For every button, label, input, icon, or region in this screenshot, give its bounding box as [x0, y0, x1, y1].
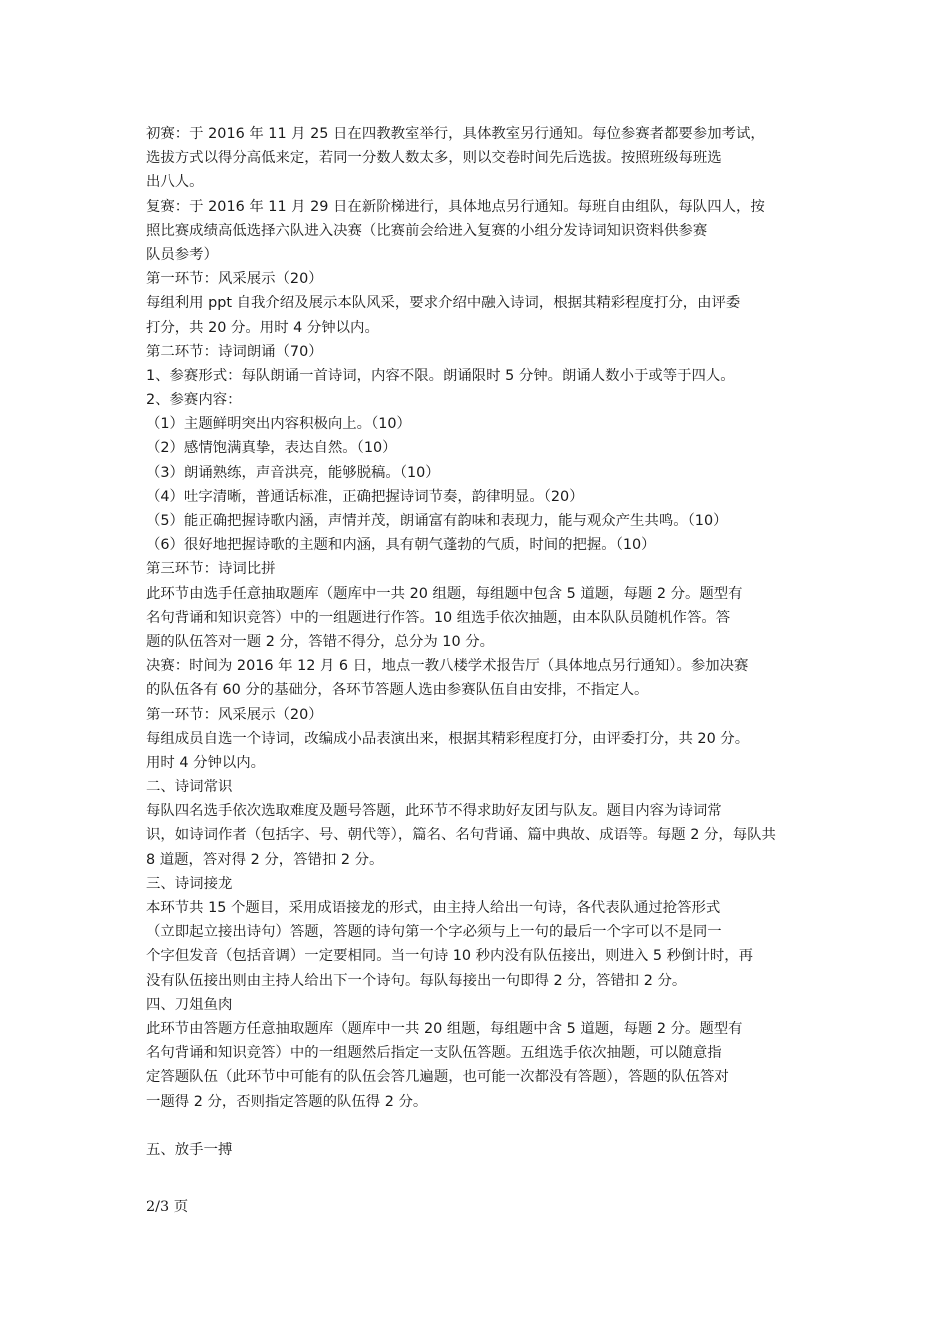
page-number: 2/3 页: [146, 1199, 189, 1215]
text-line: 名句背诵和知识竞答）中的一组题然后指定一支队伍答题。五组选手依次抽题，可以随意指: [146, 1045, 722, 1062]
text-line: 此环节由选手任意抽取题库（题库中一共 20 组题，每组题中包含 5 道题，每题 2 分。题型有: [146, 585, 743, 602]
criteria-item: （6）很好地把握诗歌的主题和内涵，具有朝气蓬勃的气质，时间的把握。（10）: [146, 537, 656, 554]
blank-line: [146, 1114, 816, 1138]
text-line: 2、参赛内容：: [146, 392, 242, 409]
text-line: 本环节共 15 个题目，采用成语接龙的形式，由主持人给出一句诗，各代表队通过抢答形式: [146, 900, 721, 916]
text-line: 选拔方式以得分高低来定，若同一分数人数太多，则以交卷时间先后选拔。按照班级每班选: [146, 150, 722, 167]
criteria-item: （2）感情饱满真挚，表达自然。（10）: [146, 440, 397, 457]
text-line: 的队伍各有 60 分的基础分，各环节答题人选由参赛队伍自由安排，不指定人。: [146, 682, 649, 699]
text-line: 1、参赛形式：每队朗诵一首诗词，内容不限。朗诵限时 5 分钟。朗诵人数小于或等于四人。: [146, 367, 735, 384]
text-line: 每组成员自选一个诗词，改编成小品表演出来，根据其精彩程度打分，由评委打分，共 20 分。: [146, 730, 750, 747]
text-line: 用时 4 分钟以内。: [146, 754, 266, 771]
section-heading: 四、刀俎鱼肉: [146, 996, 233, 1013]
text-line: 8 道题，答对得 2 分，答错扣 2 分。: [146, 851, 384, 868]
criteria-item: （5）能正确把握诗歌内涵，声情并茂，朗诵富有韵味和表现力，能与观众产生共鸣。（10）: [146, 513, 728, 529]
criteria-item: （3）朗诵熟练，声音洪亮，能够脱稿。（10）: [146, 464, 440, 481]
section-heading: 五、放手一搏: [146, 1141, 233, 1158]
document-body: [146, 122, 816, 1162]
text-line: 复赛：于 2016 年 11 月 29 日在新阶梯进行，具体地点另行通知。每班自由组队，每队四人，按: [146, 198, 765, 215]
text-line: 队员参考）: [146, 246, 218, 263]
text-line: 打分，共 20 分。用时 4 分钟以内。: [146, 319, 379, 336]
section-heading: 第二环节：诗词朗诵（70）: [146, 343, 323, 360]
text-line: 每组利用 ppt 自我介绍及展示本队风采，要求介绍中融入诗词，根据其精彩程度打分，由评委: [146, 295, 741, 312]
text-line: 一题得 2 分，否则指定答题的队伍得 2 分。: [146, 1093, 428, 1110]
section-heading: 二、诗词常识: [146, 779, 233, 796]
text-line: 识，如诗词作者（包括字、号、朝代等），篇名、名句背诵、篇中典故、成语等。每题 2 分，每队共: [146, 827, 776, 844]
section-heading: 第三环节：诗词比拼: [146, 561, 276, 578]
section-heading: 三、诗词接龙: [146, 875, 233, 892]
text-line: 个字但发音（包括音调）一定要相同。当一句诗 10 秒内没有队伍接出，则进入 5 秒倒计时，再: [146, 948, 754, 965]
text-line: 决赛：时间为 2016 年 12 月 6 日，地点一教八楼学术报告厅（具体地点另行通知）。参加决赛: [146, 658, 749, 675]
text-line: 此环节由答题方任意抽取题库（题库中一共 20 组题，每组题中含 5 道题，每题 2 分。题型有: [146, 1020, 743, 1037]
text-line: 每队四名选手依次选取难度及题号答题，此环节不得求助好友团与队友。题目内容为诗词常: [146, 803, 722, 820]
text-line: 定答题队伍（此环节中可能有的队伍会答几遍题，也可能一次都没有答题），答题的队伍答对: [146, 1069, 729, 1086]
text-line: （立即起立接出诗句）答题，答题的诗句第一个字必须与上一句的最后一个字可以不是同一: [146, 924, 722, 941]
text-line: 题的队伍答对一题 2 分，答错不得分，总分为 10 分。: [146, 633, 494, 650]
section-heading: 第一环节：风采展示（20）: [146, 706, 323, 723]
text-line: 没有队伍接出则由主持人给出下一个诗句。每队每接出一句即得 2 分，答错扣 2 分。: [146, 972, 687, 989]
text-line: 初赛：于 2016 年 11 月 25 日在四教教室举行，具体教室另行通知。每位参赛者都要参加考试，: [146, 126, 765, 142]
criteria-item: （1）主题鲜明突出内容积极向上。（10）: [146, 416, 411, 433]
section-heading: 第一环节：风采展示（20）: [146, 271, 323, 288]
criteria-item: （4）吐字清晰，普通话标准，正确把握诗词节奏，韵律明显。（20）: [146, 488, 584, 505]
text-line: 照比赛成绩高低选择六队进入决赛（比赛前会给进入复赛的小组分发诗词知识资料供参赛: [146, 222, 708, 239]
text-line: 出八人。: [146, 174, 204, 191]
text-line: 名句背诵和知识竞答）中的一组题进行作答。10 组选手依次抽题，由本队队员随机作答。答: [146, 609, 731, 626]
